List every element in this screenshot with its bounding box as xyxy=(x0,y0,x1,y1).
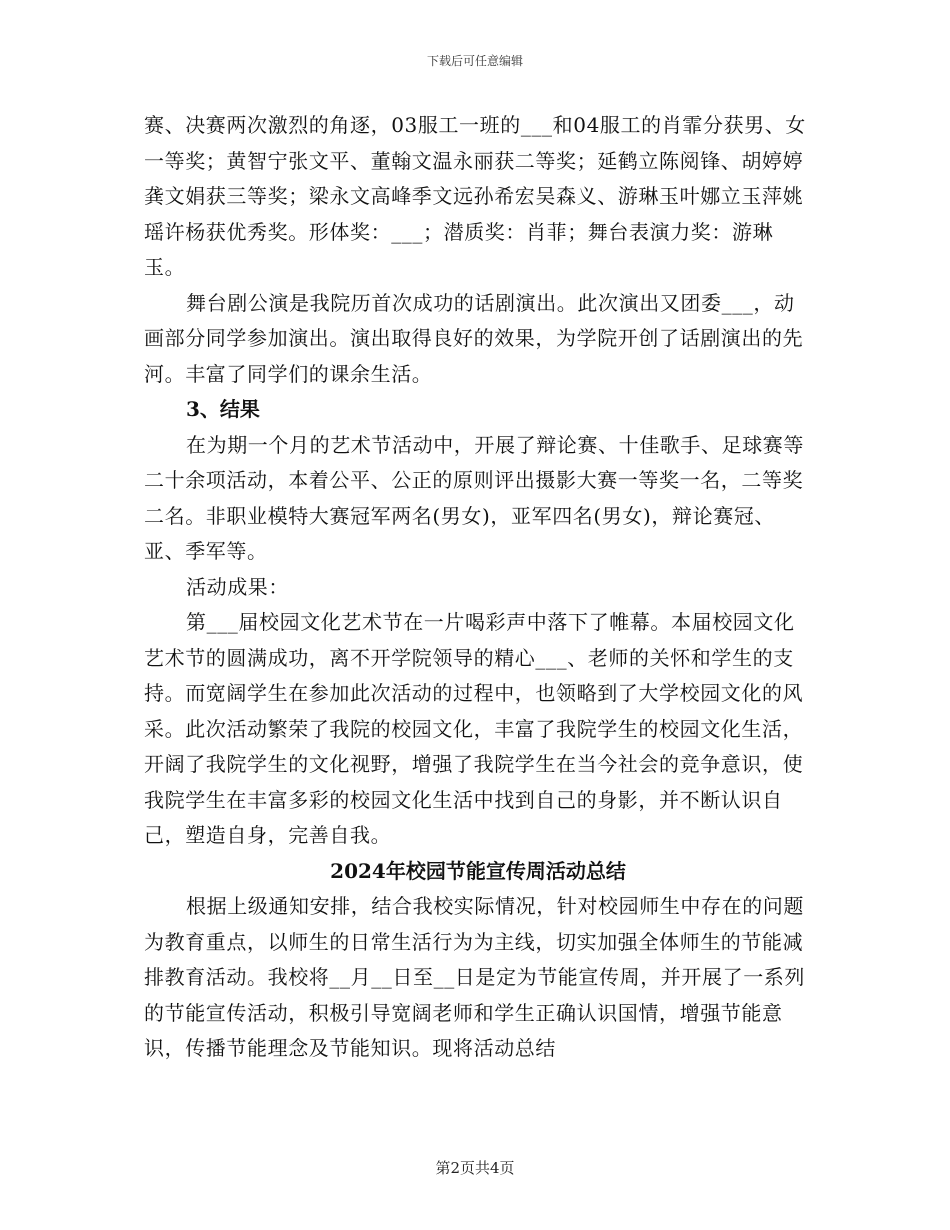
document-body xyxy=(144,108,812,1067)
paragraph-achievements-label: 活动成果： xyxy=(186,574,289,599)
paragraph-energy-week: 根据上级通知安排，结合我校实际情况，针对校园师生中存在的问题为教育重点，以师生的日常生活行为为主线，切实加强全体师生的节能减排教育活动。我校将__月__日至__日是定为节能宣传周，并开展了一系列的节能宣传活动，积极引导宽阔老师和学生正确认识国情，增强节能意识，传播节能理念及节能知识。现将活动总结 xyxy=(144,894,805,1060)
document-title: 2024年校园节能宣传周活动总结 xyxy=(330,858,626,883)
paragraph-stage-play: 舞台剧公演是我院历首次成功的话剧演出。此次演出又团委___，动画部分同学参加演出。演出取得良好的效果，为学院开创了话剧演出的先河。丰富了同学们的课余生活。 xyxy=(144,290,804,386)
paragraph-awards: 赛、决赛两次激烈的角逐，03服工一班的___和04服工的肖霏分获男、女一等奖；黄智宁张文平、董翰文温永丽获二等奖；延鹤立陈阅锋、胡婷婷龚文娟获三等奖；梁永文高峰季文远孙希宏吴森义、游琳玉叶娜立玉萍姚瑶许杨获优秀奖。形体奖：___；潜质奖：肖菲；舞台表演力奖：游琳玉。 xyxy=(144,113,806,279)
page-footer: 第2页共4页 xyxy=(435,1159,515,1177)
paragraph-results: 在为期一个月的艺术节活动中，开展了辩论赛、十佳歌手、足球赛等二十余项活动，本着公平、公正的原则评出摄影大赛一等奖一名，二等奖二名。非职业模特大赛冠军两名(男女)，亚军四名(男女)，辩论赛冠、亚、季军等。 xyxy=(144,432,804,563)
section-heading-results: 3、结果 xyxy=(186,397,260,421)
page-header: 下载后可任意编辑 xyxy=(426,54,523,68)
paragraph-achievements: 第___届校园文化艺术节在一片喝彩声中落下了帷幕。本届校园文化艺术节的圆满成功，离不开学院领导的精心___、老师的关怀和学生的支持。而宽阔学生在参加此次活动的过程中，也领略到了大学校园文化的风采。此次活动繁荣了我院的校园文化，丰富了我院学生的校园文化生活，开阔了我院学生的文化视野，增强了我院学生在当今社会的竞争意识，使我院学生在丰富多彩的校园文化生活中找到自己的身影，并不断认识自己，塑造自身，完善自我。 xyxy=(144,610,804,847)
